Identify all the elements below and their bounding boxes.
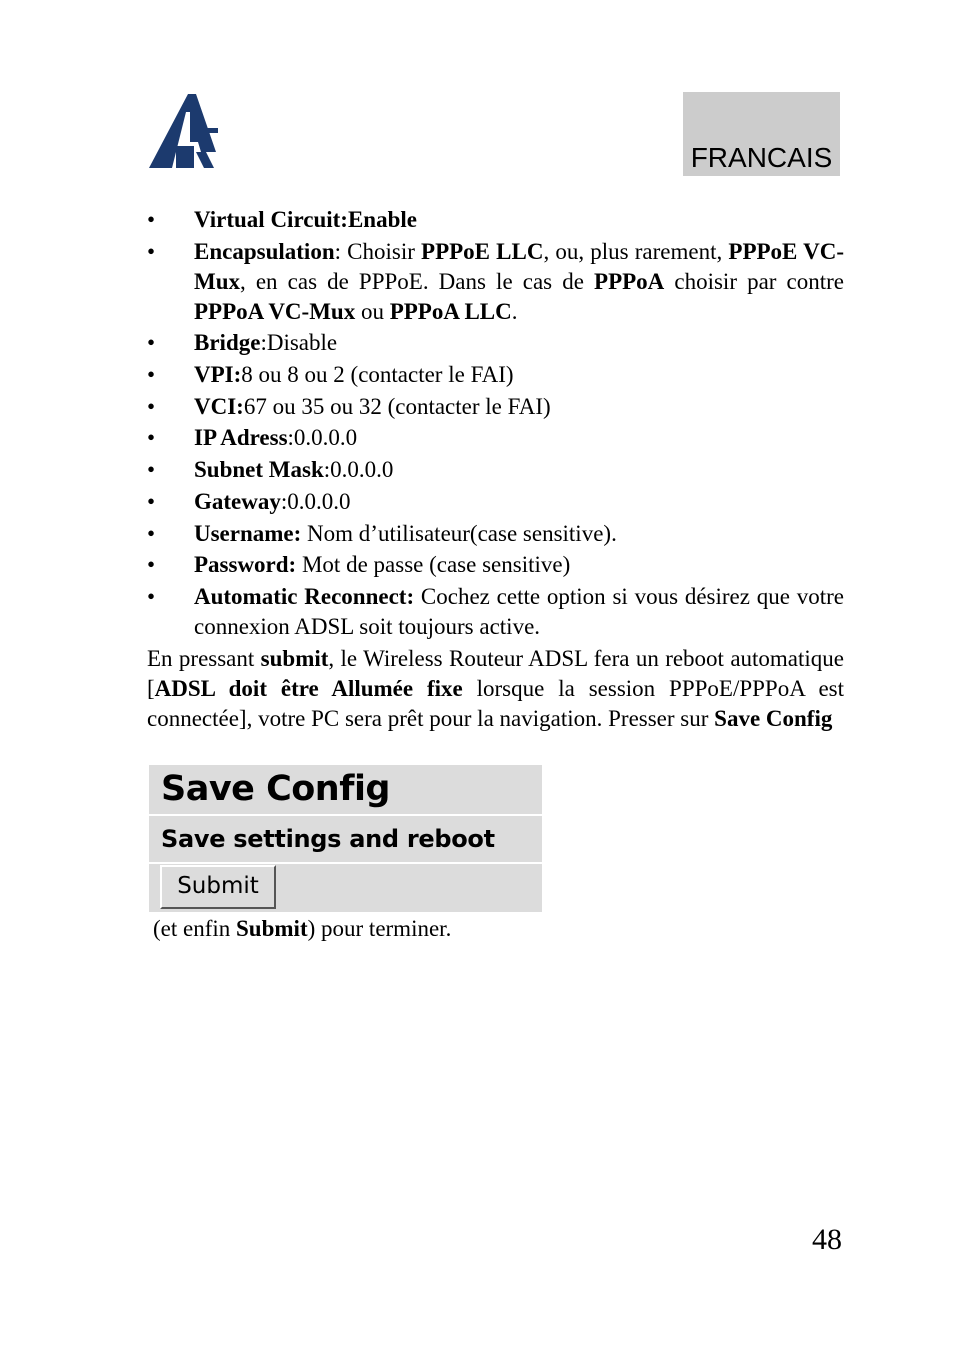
item-bold: PPPoA LLC [389,298,512,324]
panel-subtitle-row [149,816,542,862]
item-text: :0.0.0.0 [323,457,394,483]
panel-subtitle: Save settings and reboot [161,825,495,853]
item-label: Virtual Circuit:Enable [194,207,417,232]
instruction-paragraph [147,644,844,734]
item-text: , en cas de PPPoE. Dans le cas de [240,268,595,294]
para-text: En pressant [147,645,261,671]
para-text: lorsque la session PPPoE/PPPoA est connectée], votre PC sera prêt pour la navigation. Presser sur [147,675,844,731]
item-label: Bridge [194,330,261,356]
panel-title-row [149,765,542,814]
item-text: , ou, plus rarement, [543,238,729,264]
language-label: FRANCAIS [690,142,833,173]
bullet-icon: • [147,457,156,483]
item-label: Subnet Mask [194,457,324,483]
main-content [147,205,844,757]
item-text: Cochez cette option si vous désirez que votre connexion ADSL soit toujours active. [194,583,844,639]
item-label: Password: [194,552,297,578]
atlantis-logo [146,92,222,172]
bullet-icon: • [147,425,156,451]
item-bold: PPPoA VC-Mux [194,298,356,324]
item-text: choisir par contre [664,268,844,294]
item-text: Nom d’utilisateur(case sensitive). [301,520,617,546]
list-item [147,487,844,517]
para-text: , le Wireless Routeur ADSL fera un reboot automatique [ [147,645,845,701]
item-text: . [511,298,518,324]
item-label: Username: [194,520,302,546]
panel-title: Save Config [161,769,390,809]
submit-button[interactable]: Submit [160,865,276,909]
list-item [147,392,844,422]
list-item [147,550,844,580]
bullet-icon: • [147,238,156,264]
closing-part: ) pour terminer. [307,916,452,941]
item-text: :0.0.0.0 [280,488,351,514]
item-text: : Choisir [334,238,422,264]
item-label: Encapsulation [194,238,335,264]
bullet-icon: • [147,330,156,356]
item-text: 67 ou 35 ou 32 (contacter le FAI) [243,393,551,419]
bullet-icon: • [147,362,156,388]
list-item [147,455,844,485]
closing-bold: Submit [236,916,308,941]
list-item [147,205,844,235]
closing-part: (et enfin [153,916,237,941]
item-label: Automatic Reconnect: [194,583,415,609]
item-label: VCI: [194,393,244,419]
list-item-encapsulation [147,237,844,327]
list-item [147,519,844,549]
bullet-icon: • [147,583,156,609]
item-text: :Disable [260,330,338,356]
list-item [147,423,844,453]
para-bold: submit [260,645,329,671]
item-text: Mot de passe (case sensitive) [296,552,571,578]
item-bold: PPPoE VC-Mux [194,238,844,294]
panel-button-row [149,864,542,912]
closing-text [153,914,451,944]
item-label: VPI: [194,362,242,388]
bullet-icon: • [147,393,156,419]
list-item [147,582,844,642]
item-text: :0.0.0.0 [287,425,358,451]
page-number: 48 [812,1223,842,1256]
para-bold: Save Config [714,705,833,731]
item-bold: PPPoE LLC [421,238,544,264]
logo-icon [146,92,222,172]
save-config-panel [149,765,542,912]
bullet-icon: • [147,552,156,578]
item-text: 8 ou 8 ou 2 (contacter le FAI) [241,362,514,388]
list-item [147,360,844,390]
language-label-box [683,92,840,176]
bullet-icon: • [147,207,156,232]
settings-list [147,205,844,642]
item-label: IP Adress [194,425,288,451]
item-bold: PPPoA [594,268,665,294]
list-item [147,328,844,358]
bullet-icon: • [147,488,156,514]
item-label: Gateway [194,488,281,514]
para-bold: ADSL doit être Allumée fixe [154,675,463,701]
item-text: ou [355,298,390,324]
bullet-icon: • [147,520,156,546]
